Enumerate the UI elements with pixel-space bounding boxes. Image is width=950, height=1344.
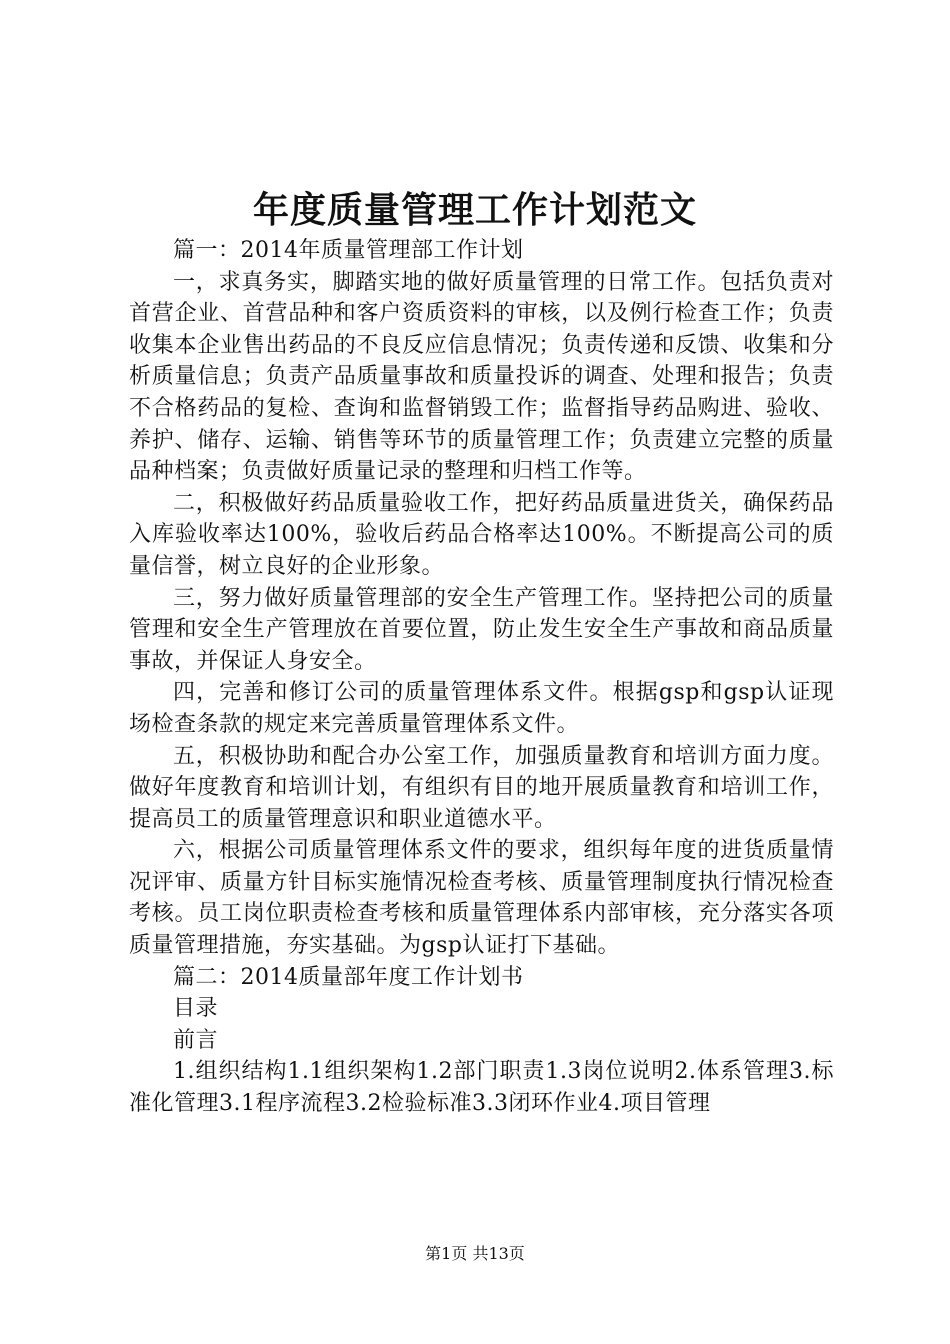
section-heading-2: 篇二：2014质量部年度工作计划书 — [173, 964, 524, 990]
paragraph-1: 一，求真务实，脚踏实地的做好质量管理的日常工作。包括负责对首营企业、首营品种和客户资质资料的审核，以及例行检查工作；负责收集本企业售出药品的不良反应信息情况；负责传递和反馈、收集和分析质量信息；负责产品质量事故和质量投诉的调查、处理和报告；负责不合格药品的复检、查询和监督销毁工作；监督指导药品购进、验收、养护、储存、运输、销售等环节的质量管理工作；负责建立完整的质量品种档案；负责做好质量记录的整理和归档工作等。 — [129, 269, 834, 485]
preface-heading: 前言 — [173, 1027, 219, 1053]
paragraph-2: 二，积极做好药品质量验收工作，把好药品质量进货关，确保药品入库验收率达100%，验收后药品合格率达100%。不断提高公司的质量信誉，树立良好的企业形象。 — [129, 490, 834, 579]
paragraph-3: 三，努力做好质量管理部的安全生产管理工作。坚持把公司的质量管理和安全生产管理放在首要位置，防止发生安全生产事故和商品质量事故，并保证人身安全。 — [129, 585, 834, 674]
paragraph-5: 五，积极协助和配合办公室工作，加强质量教育和培训方面力度。做好年度教育和培训计划，有组织有目的地开展质量教育和培训工作，提高员工的质量管理意识和职业道德水平。 — [129, 743, 834, 832]
document-body — [129, 235, 834, 1120]
page-number-footer: 第1页 共13页 — [425, 1244, 525, 1263]
toc-entries: 1.组织结构1.1组织架构1.2部门职责1.3岗位说明2.体系管理3.标准化管理3.1程序流程3.2检验标准3.3闭环作业4.项目管理 — [129, 1059, 834, 1117]
section-heading-1: 篇一：2014年质量管理部工作计划 — [173, 238, 524, 263]
toc-heading: 目录 — [173, 996, 219, 1022]
paragraph-4: 四，完善和修订公司的质量管理体系文件。根据gsp和gsp认证现场检查条款的规定来完善质量管理体系文件。 — [129, 680, 834, 737]
paragraph-6: 六，根据公司质量管理体系文件的要求，组织每年度的进货质量情况评审、质量方针目标实施情况检查考核、质量管理制度执行情况检查考核。员工岗位职责检查考核和质量管理体系内部审核，充分落实各项质量管理措施，夯实基础。为gsp认证打下基础。 — [129, 838, 834, 959]
document-title: 年度质量管理工作计划范文 — [252, 189, 697, 231]
